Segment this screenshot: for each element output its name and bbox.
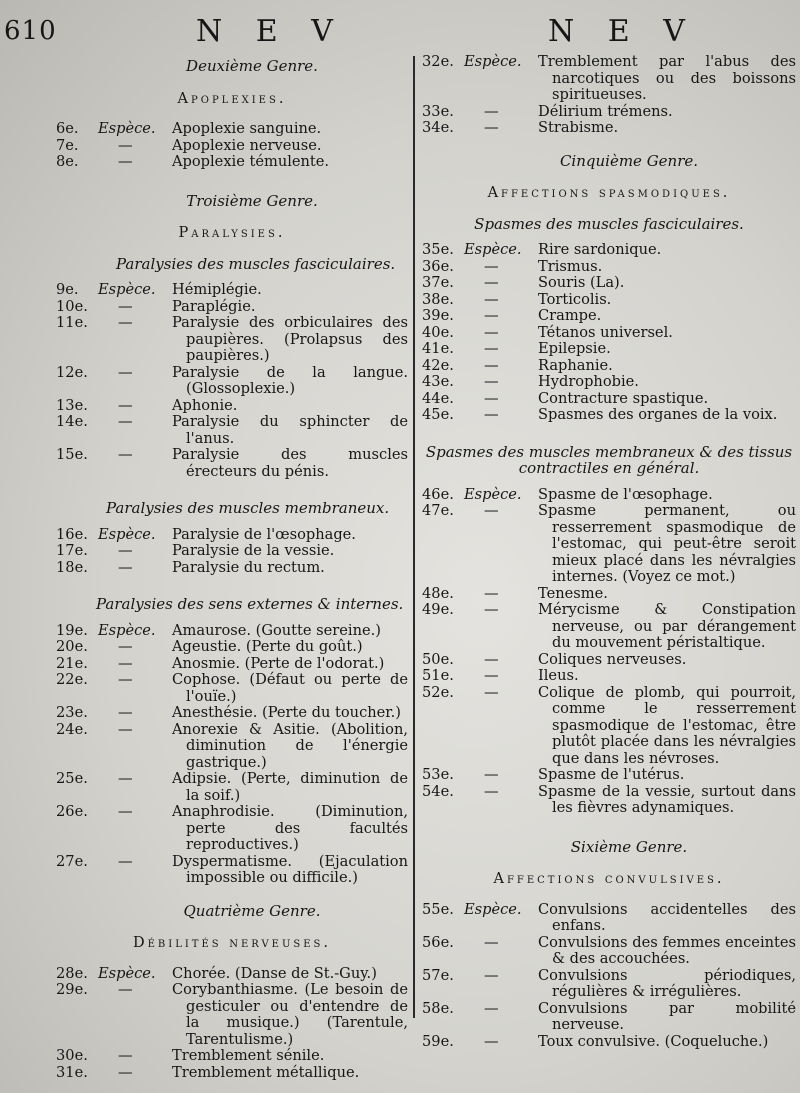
section-subtitle: Paralysies des muscles membraneux. [106,499,390,517]
species-number: 47e. [422,502,454,519]
list-item [422,120,796,137]
species-name: Paralysie de la langue. (Glossoplexie.) [172,363,408,397]
list-item [56,154,408,171]
species-label: — [484,389,499,407]
species-name: Toux convulsive. (Coqueluche.) [538,1032,769,1050]
species-number: 33e. [422,102,454,120]
species-number: 30e. [56,1047,88,1064]
species-name: Paralysie du sphincter de l'anus. [172,413,408,447]
species-label: Espèce. [464,900,522,918]
entry-list [56,527,408,577]
species-number: 42e. [422,356,454,374]
list-item [422,935,796,968]
list-item [422,902,796,935]
species-number: 9e. [56,281,79,298]
species-name: Adipsie. (Perte, diminution de la soif.) [172,770,408,804]
list-item [422,503,796,586]
species-label: — [118,704,133,721]
species-name: Tétanos universel. [538,323,673,341]
species-label: Espèce. [464,485,522,503]
species-number: 11e. [56,314,88,331]
species-label: — [484,667,499,684]
species-number: 49e. [422,601,454,618]
list-item [422,54,796,104]
genre-heading: Quatrième Genre. [183,901,321,920]
species-label: — [118,314,133,331]
list-item [56,299,408,316]
species-name: Paralysie des orbiculaires des paupières. (Prolapsus des paupières.) [172,314,408,364]
species-label: — [118,638,133,655]
species-label: — [484,683,499,701]
species-name: Spasme de l'utérus. [538,766,685,783]
species-label: — [484,782,499,800]
list-item [56,854,408,887]
species-label: — [118,558,133,576]
section-subtitle: Paralysies des sens externes & internes. [96,595,404,613]
species-number: 48e. [422,584,454,602]
species-label: — [118,297,133,315]
species-label: — [118,396,133,414]
species-label: — [484,999,499,1017]
species-number: 55e. [422,900,454,918]
species-label: — [484,502,499,519]
species-number: 18e. [56,558,88,576]
list-item [422,104,796,121]
left-column [56,54,408,1081]
species-number: 57e. [422,966,454,984]
species-name: Raphanie. [538,356,613,374]
list-item [56,623,408,640]
species-label: — [484,323,499,341]
species-number: 10e. [56,297,88,315]
list-item [422,652,796,669]
class-heading: Débilités nerveuses. [132,935,332,951]
class-heading: Affections spasmodiques. [487,185,731,201]
species-label: — [118,413,133,430]
list-item [422,407,796,424]
list-item [56,282,408,299]
entry-list [422,54,796,137]
entry-list [422,902,796,1051]
genre-heading: Troisième Genre. [186,191,318,210]
species-number: 31e. [56,1063,88,1081]
list-item [56,414,408,447]
species-name: Convulsions périodiques, régulières & irrégulières. [538,966,796,1000]
species-name: Anesthésie. (Perte du toucher.) [172,704,401,721]
species-number: 14e. [56,413,88,430]
species-number: 44e. [422,389,454,407]
species-number: 28e. [56,964,88,982]
species-number: 45e. [422,406,454,423]
species-name: Délirium trémens. [538,102,673,120]
list-item [422,586,796,603]
species-name: Cophose. (Défaut ou perte de l'ouïe.) [172,671,408,705]
species-label: — [484,102,499,120]
species-number: 43e. [422,373,454,390]
species-label: — [118,720,133,738]
species-label: — [484,119,499,136]
species-name: Epilepsie. [538,340,611,357]
species-number: 40e. [422,323,454,341]
list-item [56,527,408,544]
species-label: — [484,274,499,291]
section-subtitle: Paralysies des muscles fasciculaires. [116,254,396,273]
species-number: 38e. [422,290,454,308]
species-label: — [118,981,133,998]
species-name: Trismus. [538,257,603,275]
running-head-left: N E V [196,14,345,49]
species-number: 32e. [422,53,454,70]
species-label: — [118,363,133,381]
species-number: 29e. [56,981,88,998]
list-item [56,138,408,155]
species-number: 22e. [56,671,88,688]
list-item [422,341,796,358]
species-label: — [484,307,499,324]
species-label: Espèce. [98,120,156,137]
species-label: Espèce. [98,621,156,639]
species-number: 36e. [422,257,454,275]
genre-heading: Sixième Genre. [570,837,688,856]
species-number: 25e. [56,770,88,787]
species-number: 50e. [422,650,454,668]
species-label: — [118,542,133,559]
list-item [56,398,408,415]
species-label: Espèce. [464,241,522,258]
list-item [422,668,796,685]
species-name: Tremblement métallique. [172,1063,360,1081]
species-name: Mérycisme & Constipation nerveuse, ou par dérangement du mouvement péristaltique. [538,601,796,651]
species-number: 8e. [56,153,79,170]
species-label: — [484,290,499,308]
list-item [422,374,796,391]
species-number: 39e. [422,307,454,324]
species-number: 15e. [56,446,88,463]
species-number: 7e. [56,136,79,154]
species-label: Espèce. [98,525,156,543]
species-label: — [118,803,133,820]
species-name: Hémiplégie. [172,281,262,298]
list-item [56,804,408,854]
list-item [56,121,408,138]
list-item [422,487,796,504]
list-item [56,560,408,577]
species-number: 16e. [56,525,88,543]
list-item [422,1034,796,1051]
section-subtitle: Spasmes des muscles membraneux & des tissus contractiles en général. [425,442,793,477]
column-divider [413,56,415,1018]
class-heading: Affections convulsives. [493,871,725,887]
species-number: 6e. [56,120,79,137]
species-name: Contracture spastique. [538,389,709,407]
species-label: — [118,852,133,870]
list-item [56,365,408,398]
list-item [422,292,796,309]
entry-list [422,242,796,424]
class-heading: Apoplexies. [177,90,287,107]
species-name: Convulsions par mobilité nerveuse. [538,999,796,1033]
species-number: 17e. [56,542,88,559]
species-number: 35e. [422,241,454,258]
species-name: Anorexie & Asitie. (Abolition, diminution de l'énergie gastrique.) [172,720,408,771]
species-name: Spasme permanent, ou resserrement spasmodique de l'estomac, qui peut-être seroit mieux placé dans les névralgies internes. (Voyez ce mot.) [538,502,796,585]
list-item [56,447,408,480]
list-item [56,771,408,804]
list-item [422,767,796,784]
species-name: Convulsions des femmes enceintes & des accouchées. [538,933,796,967]
list-item [56,543,408,560]
species-number: 20e. [56,638,88,655]
list-item [422,685,796,768]
species-name: Amaurose. (Goutte sereine.) [172,621,381,639]
species-name: Souris (La). [538,274,625,291]
list-item [422,784,796,817]
species-name: Paraplégie. [172,297,256,315]
species-label: — [484,766,499,783]
list-item [56,1065,408,1082]
entry-list [422,487,796,817]
list-item [422,602,796,652]
species-label: — [118,770,133,787]
species-name: Apoplexie témulente. [172,153,330,170]
genre-heading: Deuxième Genre. [186,57,318,75]
species-label: — [118,136,133,154]
species-number: 12e. [56,363,88,381]
list-item [56,672,408,705]
species-name: Paralysie de la vessie. [172,542,335,559]
species-number: 56e. [422,933,454,951]
species-label: — [484,406,499,423]
list-item [422,325,796,342]
list-item [422,358,796,375]
list-item [422,391,796,408]
species-number: 13e. [56,396,88,414]
species-number: 51e. [422,667,454,684]
species-number: 53e. [422,766,454,783]
species-name: Spasme de la vessie, surtout dans les fièvres adynamiques. [538,782,796,816]
species-number: 41e. [422,340,454,357]
species-name: Rire sardonique. [538,241,662,258]
species-number: 52e. [422,683,454,701]
species-name: Ageustie. (Perte du goût.) [172,638,363,655]
page-number: 610 [4,16,57,46]
list-item [56,722,408,772]
genre-heading: Cinquième Genre. [559,151,699,170]
species-label: — [118,1063,133,1081]
species-label: — [484,966,499,984]
right-column [422,54,796,1050]
species-name: Tremblement sénile. [172,1047,325,1064]
species-number: 21e. [56,654,88,672]
list-item [56,705,408,722]
species-number: 46e. [422,485,454,503]
species-name: Strabisme. [538,119,619,136]
species-label: — [484,601,499,618]
species-number: 26e. [56,803,88,820]
section-subtitle: Spasmes des muscles fasciculaires. [474,214,744,233]
list-item [56,656,408,673]
species-label: — [484,650,499,668]
species-number: 59e. [422,1032,454,1050]
species-name: Spasme de l'œsophage. [538,485,713,503]
species-number: 24e. [56,720,88,738]
species-label: — [484,373,499,390]
list-item [422,242,796,259]
species-label: — [484,257,499,275]
list-item [422,275,796,292]
species-name: Paralysie de l'œsophage. [172,525,356,543]
species-number: 58e. [422,999,454,1017]
species-label: — [484,340,499,357]
species-name: Anaphrodisie. (Diminution, perte des facultés reproductives.) [172,803,408,853]
species-name: Spasmes des organes de la voix. [538,406,778,423]
species-name: Dyspermatisme. (Ejaculation impossible ou difficile.) [172,852,408,886]
species-number: 37e. [422,274,454,291]
list-item [422,259,796,276]
species-name: Ileus. [538,667,579,684]
running-head-right: N E V [548,14,697,49]
species-name: Apoplexie nerveuse. [172,136,322,154]
species-label: — [118,446,133,463]
species-name: Chorée. (Danse de St.-Guy.) [172,964,377,982]
species-name: Paralysie du rectum. [172,558,325,576]
species-number: 19e. [56,621,88,639]
list-item [56,315,408,365]
species-number: 34e. [422,119,454,136]
species-label: Espèce. [464,53,522,70]
species-label: — [484,584,499,602]
list-item [422,1001,796,1034]
species-name: Colique de plomb, qui pourroit, comme le resserrement spasmodique de l'estomac, être plutôt placée dans les névralgies que dans les névroses. [538,683,796,767]
entry-list [56,623,408,887]
species-name: Coliques nerveuses. [538,650,687,668]
species-label: — [118,654,133,672]
list-item [56,982,408,1048]
species-label: — [118,1047,133,1064]
species-name: Convulsions accidentelles des enfans. [538,900,796,934]
species-name: Crampe. [538,307,602,324]
species-name: Tenesme. [538,584,608,602]
species-name: Corybanthiasme. (Le besoin de gesticuler ou d'entendre de la musique.) (Tarentule, Tarentulisme.) [172,981,408,1048]
species-label: — [118,153,133,170]
list-item [422,968,796,1001]
species-name: Apoplexie sanguine. [172,120,322,137]
species-label: — [484,933,499,951]
species-label: Espèce. [98,281,156,298]
entry-list [56,121,408,171]
list-item [56,639,408,656]
species-label: Espèce. [98,964,156,982]
species-name: Aphonie. [172,396,238,414]
species-number: 27e. [56,852,88,870]
species-name: Tremblement par l'abus des narcotiques ou des boissons spiritueuses. [538,53,796,103]
entry-list [56,282,408,480]
species-number: 54e. [422,782,454,800]
list-item [56,1048,408,1065]
species-name: Anosmie. (Perte de l'odorat.) [172,654,385,672]
entry-list [56,966,408,1082]
species-name: Torticolis. [538,290,612,308]
list-item [422,308,796,325]
list-item [56,966,408,983]
species-label: — [484,1032,499,1050]
species-label: — [484,356,499,374]
species-label: — [118,671,133,688]
species-name: Paralysie des muscles érecteurs du pénis. [172,446,408,480]
species-name: Hydrophobie. [538,373,639,390]
class-heading: Paralysies. [178,225,286,241]
species-number: 23e. [56,704,88,721]
